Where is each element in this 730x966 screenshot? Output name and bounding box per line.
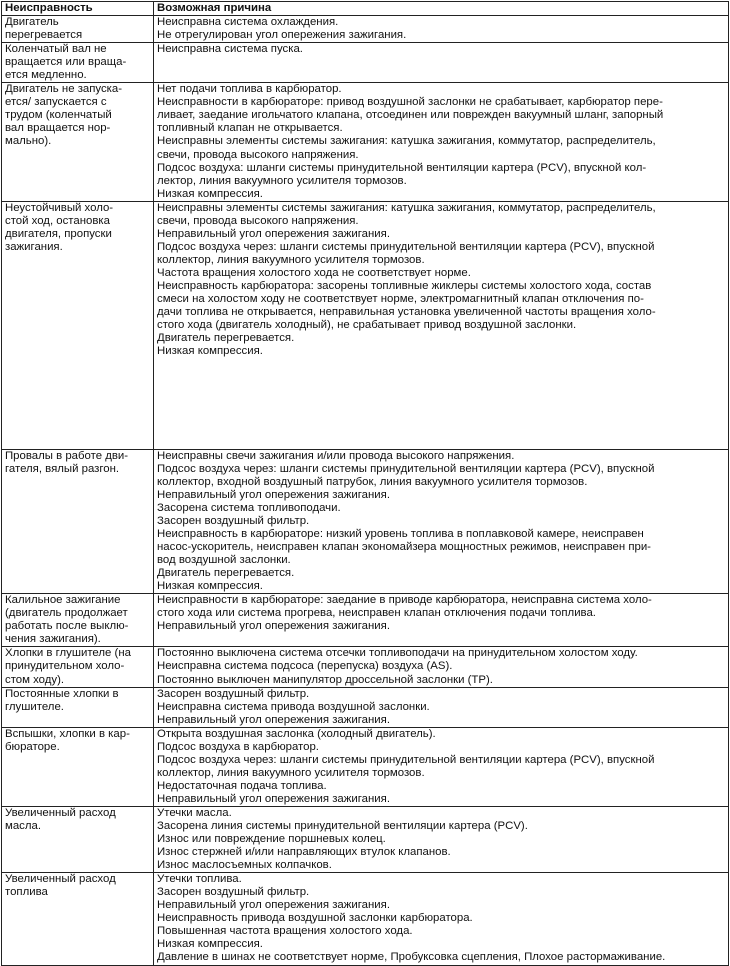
fault-table <box>1 1 729 966</box>
cause-line: Подсос воздуха через: шланги системы принудительной вентиляции картера (PCV), впускной <box>157 753 655 766</box>
cause-line: вод воздушной заслонки. <box>157 554 291 567</box>
fault-cell <box>2 43 154 83</box>
fault-line: Двигатель <box>5 16 59 29</box>
cause-line: Двигатель перегревается. <box>157 332 295 345</box>
cause-cell <box>154 201 729 449</box>
fault-line: Коленчатый вал не <box>5 43 107 56</box>
cause-line: насос-ускоритель, неисправен клапан экономайзера мощностных режимов, неисправен при- <box>157 541 651 554</box>
cause-cell <box>154 687 729 727</box>
table-row <box>2 647 729 687</box>
fault-line: Калильное зажигание <box>5 594 121 607</box>
cause-line: стого хода (двигатель холодный), не срабатывает привод воздушной заслонки. <box>157 319 577 332</box>
fault-line: Двигатель не запуска- <box>5 83 123 96</box>
table-row <box>2 201 729 449</box>
header-fault: Неисправность <box>2 2 154 16</box>
cause-line: Неисправности в карбюраторе: привод воздушной заслонки не срабатывает, карбюратор пере- <box>157 96 663 109</box>
cause-cell <box>154 594 729 647</box>
cause-line: Неправильный угол опережения зажигания. <box>157 792 390 805</box>
cause-line: Повышенная частота вращения холостого хода. <box>157 925 413 938</box>
header-row <box>2 2 729 16</box>
table-row <box>2 16 729 43</box>
cause-line: лектор, линия вакуумного усилителя тормозов. <box>157 174 407 187</box>
fault-line: вращается или враща- <box>5 56 127 69</box>
table-row <box>2 83 729 201</box>
table-row <box>2 43 729 83</box>
fault-cell <box>2 83 154 201</box>
fault-line: Постоянные хлопки в <box>5 687 119 700</box>
fault-line: работать после выклю- <box>5 620 129 633</box>
cause-line: Утечки масла. <box>157 806 232 819</box>
cause-line: Неисправны свечи зажигания и/или провода высокого напряжения. <box>157 449 515 462</box>
table-row <box>2 727 729 806</box>
cause-line: ливает, заедание игольчатого клапана, отсоединен или поврежден вакуумный шланг, запорный <box>157 109 664 122</box>
table-row <box>2 687 729 727</box>
cause-line: Утечки топлива. <box>157 873 242 886</box>
header-cause: Возможная причина <box>154 2 729 16</box>
cause-cell <box>154 449 729 594</box>
cause-line: Неисправна система привода воздушной заслонки. <box>157 700 430 713</box>
table-body <box>2 16 729 965</box>
cause-line: Подсос воздуха через: шланги системы принудительной вентиляции картера (PCV), впускной <box>157 240 655 253</box>
cause-line: Неисправности в карбюраторе: заедание в приводе карбюратора, неисправна система холо- <box>157 594 652 607</box>
cause-line: Низкая компрессия. <box>157 938 263 951</box>
cause-line: стого хода или система прогрева, неисправен клапан отключения подачи топлива. <box>157 607 596 620</box>
cause-line: Постоянно выключен манипулятор дроссельной заслонки (TP). <box>157 673 493 686</box>
fault-cell <box>2 873 154 965</box>
cause-line: Неисправна система пуска. <box>157 43 303 56</box>
fault-cell <box>2 449 154 594</box>
cause-line: топливный клапан не открывается. <box>157 122 343 135</box>
cause-line: Засорен воздушный фильтр. <box>157 687 310 700</box>
table-row <box>2 806 729 872</box>
fault-line: Увеличенный расход <box>5 806 116 819</box>
cause-cell <box>154 806 729 872</box>
fault-line: масла. <box>5 820 42 833</box>
cause-line: Засорена система топливоподачи. <box>157 501 341 514</box>
fault-line: зажигания. <box>5 240 63 253</box>
cause-line: Засорена линия системы принудительной вентиляции картера (PCV). <box>157 820 528 833</box>
cause-line: Неправильный угол опережения зажигания. <box>157 899 390 912</box>
fault-line: трудом (коленчатый <box>5 109 112 122</box>
cause-line: Двигатель перегревается. <box>157 567 295 580</box>
cause-cell <box>154 83 729 201</box>
fault-line: Хлопки в глушителе (на <box>5 647 131 660</box>
fault-line: ется/ запускается с <box>5 96 107 109</box>
fault-line: стом ходу). <box>5 673 65 686</box>
fault-line: топлива <box>5 886 48 899</box>
cause-line: коллектор, линия вакуумного усилителя тормозов. <box>157 766 425 779</box>
cause-line: Неисправна система подсоса (перепуска) воздуха (AS). <box>157 660 453 673</box>
cause-line: Неправильный угол опережения зажигания. <box>157 488 390 501</box>
cause-line: Давление в шинах не соответствует норме, Пробуксовка сцепления, Плохое растормаживание. <box>157 951 666 964</box>
cause-cell <box>154 43 729 83</box>
cause-line: Неисправность привода воздушной заслонки карбюратора. <box>157 912 473 925</box>
cause-cell <box>154 873 729 965</box>
fault-line: мально). <box>5 135 52 148</box>
fault-cell <box>2 16 154 43</box>
fault-cell <box>2 647 154 687</box>
cause-line: Подсос воздуха в карбюратор. <box>157 740 319 753</box>
fault-cell <box>2 201 154 449</box>
cause-line: Неисправность в карбюраторе: низкий уровень топлива в поплавковой камере, неисправен <box>157 527 644 540</box>
cause-cell <box>154 647 729 687</box>
fault-line: вал вращается нор- <box>5 122 111 135</box>
cause-line: Неправильный угол опережения зажигания. <box>157 713 390 726</box>
cause-line: Неисправность карбюратора: засорены топливные жиклеры системы холостого хода, состав <box>157 279 652 292</box>
fault-line: Вспышки, хлопки в кар- <box>5 727 130 740</box>
table-row <box>2 873 729 965</box>
cause-line: Подсос воздуха: шланги системы принудительной вентиляции картера (PCV), впускной кол- <box>157 161 647 174</box>
cause-line: Неправильный угол опережения зажигания. <box>157 227 390 240</box>
fault-cell <box>2 806 154 872</box>
cause-line: коллектор, входной воздушный патрубок, линия вакуумного усилителя тормозов. <box>157 475 588 488</box>
cause-line: Износ или повреждение поршневых колец. <box>157 833 386 846</box>
table-row <box>2 449 729 594</box>
cause-line: Не отрегулирован угол опережения зажигания. <box>157 29 407 42</box>
fault-line: (двигатель продолжает <box>5 607 128 620</box>
cause-line: Частота вращения холостого хода не соответствует норме. <box>157 266 471 279</box>
cause-line: Низкая компрессия. <box>157 187 263 200</box>
fault-line: ется медленно. <box>5 69 87 82</box>
fault-line: чения зажигания). <box>5 633 101 646</box>
fault-line: бюраторе. <box>5 740 60 753</box>
cause-line: смеси на холостом ходу не соответствует норме, электромагнитный клапан отключения по- <box>157 293 644 306</box>
fault-line: принудительном холо- <box>5 660 125 673</box>
cause-line: Низкая компрессия. <box>157 580 263 593</box>
cause-line: Засорен воздушный фильтр. <box>157 886 310 899</box>
cause-line: коллектор, линия вакуумного усилителя тормозов. <box>157 253 425 266</box>
cause-line: Неисправна система охлаждения. <box>157 16 339 29</box>
cause-line: Неисправны элементы системы зажигания: катушка зажигания, коммутатор, распределитель, <box>157 201 656 214</box>
cause-line: Открыта воздушная заслонка (холодный двигатель). <box>157 727 436 740</box>
cause-line: свечи, провода высокого напряжения. <box>157 214 359 227</box>
cause-line: Низкая компрессия. <box>157 345 263 358</box>
cause-line: Износ стержней и/или направляющих втулок клапанов. <box>157 846 451 859</box>
fault-line: перегревается <box>5 29 83 42</box>
fault-line: гателя, вялый разгон. <box>5 462 120 475</box>
fault-line: Неустойчивый холо- <box>5 201 114 214</box>
fault-cell <box>2 687 154 727</box>
fault-line: глушителе. <box>5 700 64 713</box>
cause-line: Постоянно выключена система отсечки топливоподачи на принудительном холостом ходу. <box>157 647 638 660</box>
cause-line: Недостаточная подача топлива. <box>157 779 327 792</box>
table-row <box>2 594 729 647</box>
cause-line: Неправильный угол опережения зажигания. <box>157 620 390 633</box>
cause-cell <box>154 16 729 43</box>
fault-cell <box>2 594 154 647</box>
fault-line: двигателя, пропуски <box>5 227 112 240</box>
cause-line: Неисправны элементы системы зажигания: катушка зажигания, коммутатор, распределитель, <box>157 135 656 148</box>
fault-line: стой ход, остановка <box>5 214 110 227</box>
cause-line: Засорен воздушный фильтр. <box>157 514 310 527</box>
fault-line: Увеличенный расход <box>5 873 116 886</box>
cause-line: дачи топлива не открывается, неправильная установка увеличенной частоты вращения холо- <box>157 306 656 319</box>
cause-line: свечи, провода высокого напряжения. <box>157 148 359 161</box>
cause-line: Износ маслосъемных колпачков. <box>157 859 332 872</box>
cause-line: Подсос воздуха через: шланги системы принудительной вентиляции картера (PCV), впускной <box>157 462 655 475</box>
fault-line: Провалы в работе дви- <box>5 449 129 462</box>
cause-line: Нет подачи топлива в карбюратор. <box>157 83 342 96</box>
fault-cell <box>2 727 154 806</box>
cause-cell <box>154 727 729 806</box>
